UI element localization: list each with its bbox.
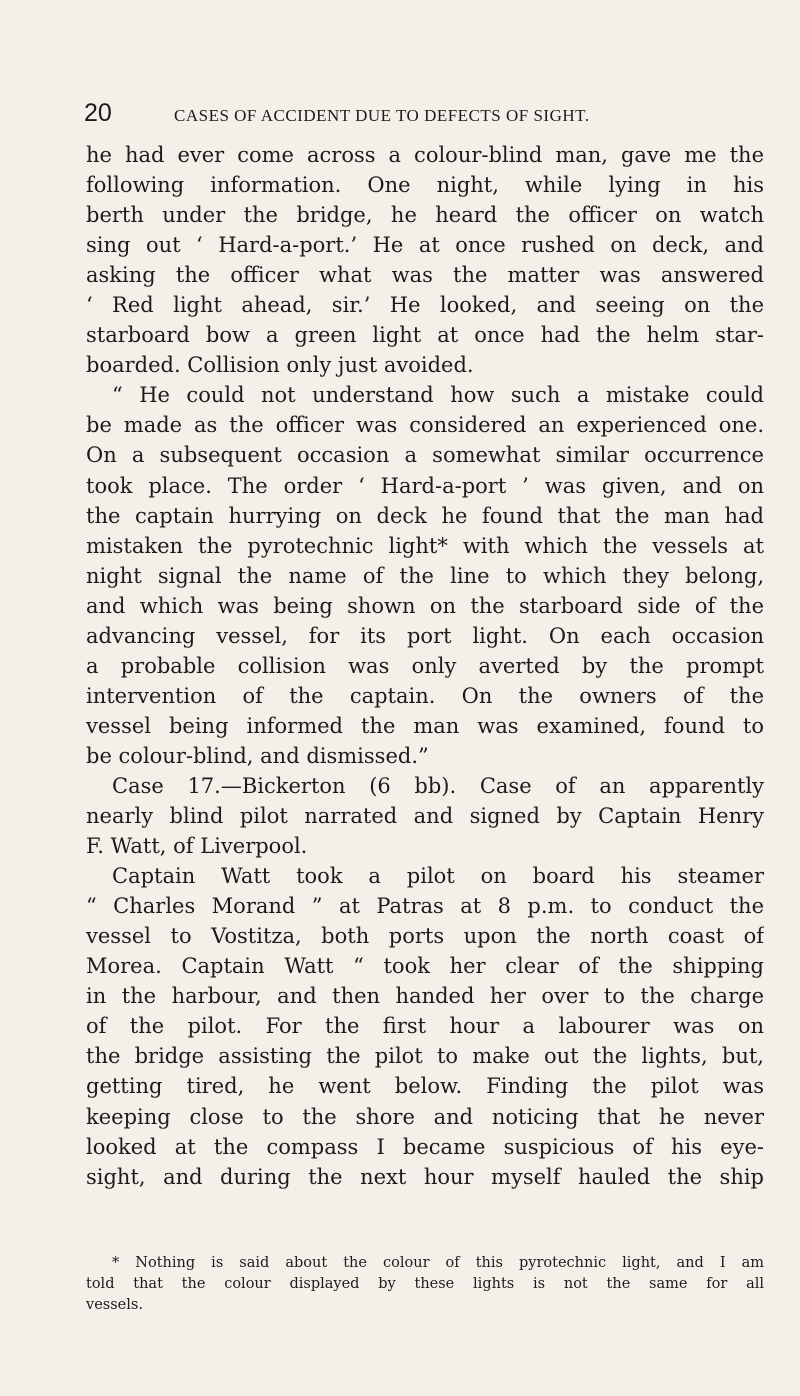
text-line: ‘ Red light ahead, sir.’ He looked, and seeing on the bbox=[86, 293, 764, 318]
text-line: vessel being informed the man was examined, found to bbox=[86, 713, 764, 738]
text-line: asking the officer what was the matter was answered bbox=[86, 263, 764, 288]
text-line: “ He could not understand how such a mistake could bbox=[112, 383, 764, 408]
text-line: took place. The order ‘ Hard-a-port ’ was given, and on bbox=[86, 473, 764, 498]
text-line: nearly blind pilot narrated and signed by Captain Henry bbox=[86, 804, 764, 829]
text-line: sight, and during the next hour myself hauled the ship bbox=[86, 1164, 764, 1189]
text-line: be colour-blind, and dismissed.” bbox=[86, 743, 429, 768]
text-line: sing out ‘ Hard-a-port.’ He at once rushed on deck, and bbox=[86, 233, 764, 258]
text-line: in the harbour, and then handed her over to the charge bbox=[86, 984, 764, 1009]
text-line: looked at the compass I became suspicious of his eye- bbox=[86, 1134, 764, 1159]
text-line: and which was being shown on the starboard side of the bbox=[86, 593, 764, 618]
text-line: getting tired, he went below. Finding the pilot was bbox=[86, 1074, 764, 1099]
page-number: 20 bbox=[84, 99, 112, 127]
text-line: keeping close to the shore and noticing that he never bbox=[86, 1104, 764, 1129]
text-line: berth under the bridge, he heard the officer on watch bbox=[86, 203, 764, 228]
text-line: a probable collision was only averted by the prompt bbox=[86, 653, 764, 678]
page-header bbox=[84, 99, 764, 131]
text-line: the captain hurrying on deck he found that the man had bbox=[86, 503, 764, 528]
footnote-line: told that the colour displayed by these lights is not the same for all bbox=[86, 1276, 764, 1292]
text-line: he had ever come across a colour-blind man, gave me the bbox=[86, 143, 764, 167]
running-head: CASES OF ACCIDENT DUE TO DEFECTS OF SIGHT. bbox=[174, 106, 590, 125]
text-line: following information. One night, while lying in his bbox=[86, 173, 764, 198]
text-line: Case 17.—Bickerton (6 bb). Case of an apparently bbox=[112, 773, 764, 798]
text-line: Captain Watt took a pilot on board his steamer bbox=[112, 864, 764, 889]
text-line: the bridge assisting the pilot to make out the lights, but, bbox=[86, 1044, 764, 1069]
text-line: intervention of the captain. On the owners of the bbox=[86, 683, 764, 708]
text-line: advancing vessel, for its port light. On each occasion bbox=[86, 623, 764, 648]
text-line: of the pilot. For the first hour a labourer was on bbox=[86, 1014, 764, 1039]
footnote-line: * Nothing is said about the colour of this pyrotechnic light, and I am bbox=[112, 1255, 764, 1271]
text-line: starboard bow a green light at once had the helm star- bbox=[86, 323, 764, 348]
body-text bbox=[86, 140, 764, 1192]
text-line: vessel to Vostitza, both ports upon the north coast of bbox=[86, 924, 764, 949]
text-line: Morea. Captain Watt “ took her clear of the shipping bbox=[86, 954, 764, 979]
text-line: boarded. Collision only just avoided. bbox=[86, 353, 474, 378]
text-line: On a subsequent occasion a somewhat similar occurrence bbox=[86, 443, 764, 468]
footnote bbox=[86, 1253, 764, 1316]
footnote-line: vessels. bbox=[86, 1297, 143, 1313]
text-line: mistaken the pyrotechnic light* with which the vessels at bbox=[86, 533, 764, 558]
text-line: “ Charles Morand ” at Patras at 8 p.m. to conduct the bbox=[86, 894, 764, 919]
text-line: be made as the officer was considered an experienced one. bbox=[86, 413, 764, 438]
text-line: night signal the name of the line to which they belong, bbox=[86, 563, 764, 588]
text-line: F. Watt, of Liverpool. bbox=[86, 834, 308, 859]
